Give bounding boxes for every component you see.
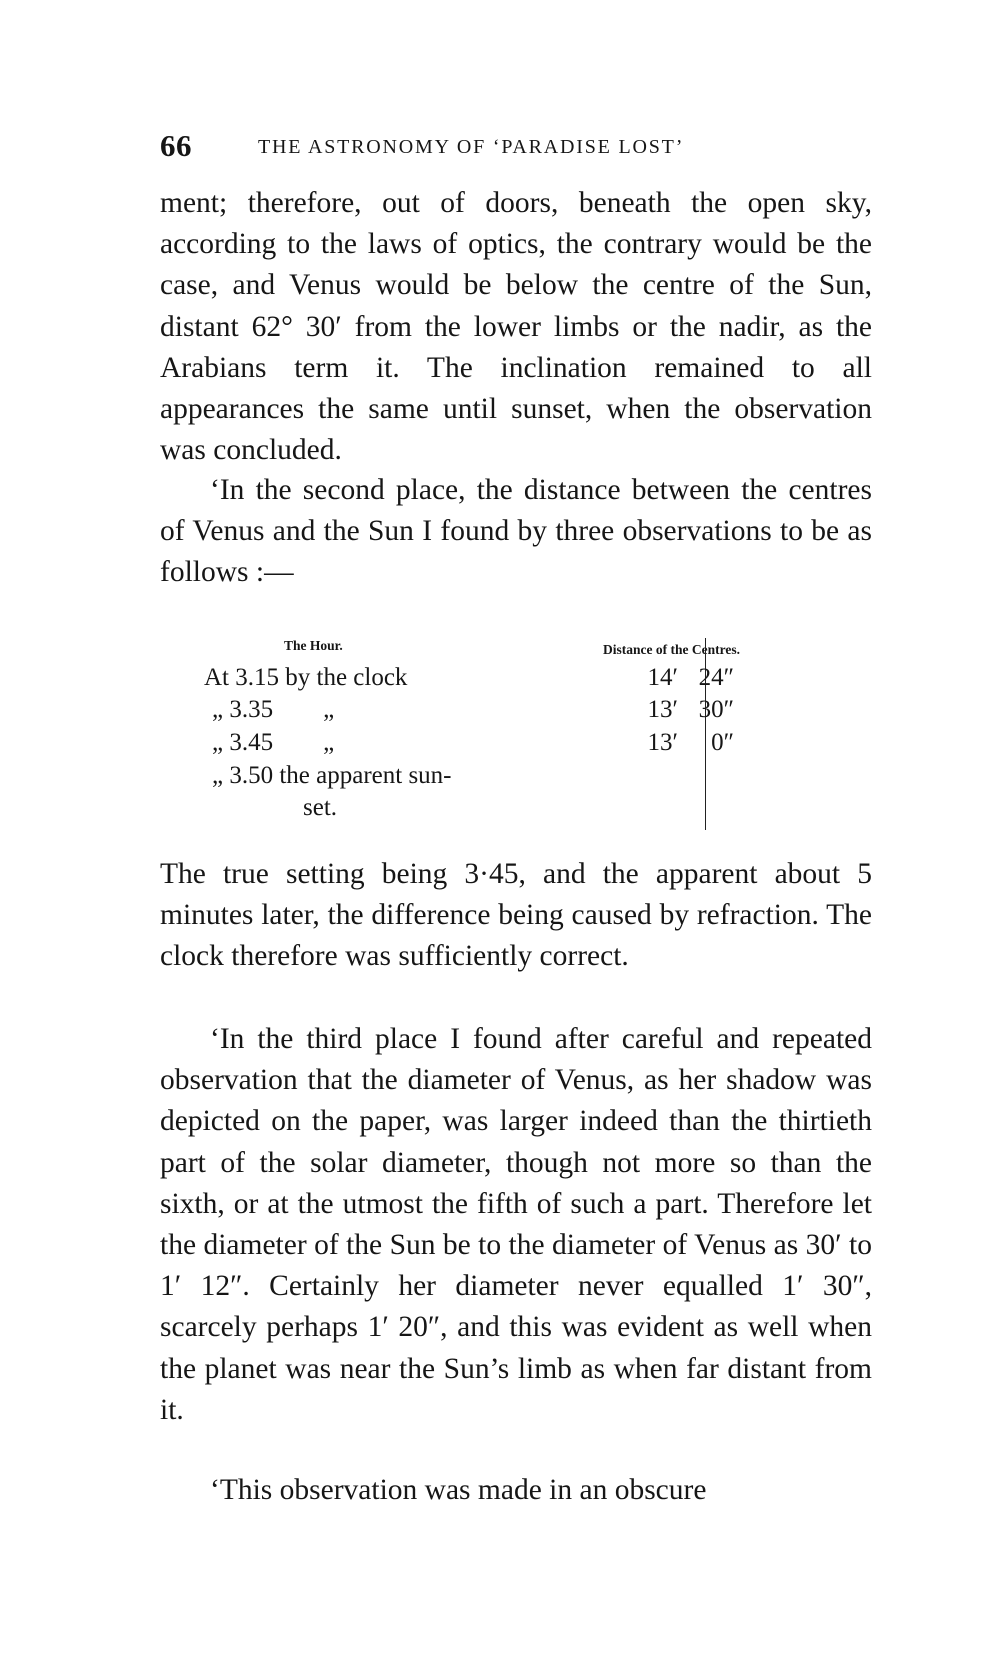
table-cell-hour: „ 3.35 „ bbox=[212, 696, 335, 723]
page-number: 66 bbox=[160, 128, 192, 163]
table-cell-distance: 14′ 24″ bbox=[647, 664, 734, 691]
distance-column-header: Distance of the Centres. bbox=[603, 642, 740, 657]
table-cell-distance: 13′ 0″ bbox=[647, 729, 734, 756]
paragraph: ‘In the second place, the distance between the centres of Venus and the Sun I found by three observations to be as follows :— bbox=[160, 474, 872, 589]
paragraph: ‘In the third place I found after careful and repeated observation that the diameter of Venus, as her shadow was depicted on the paper, was larger indeed than the thirtieth part of the solar diameter, though not more so than the sixth, or at the utmost the fifth of such a part. Therefore let the diameter of the Sun be to the diameter of Venus as 30′ to 1′ 12″. Certainly her diameter never equalled 1′ 30″, scarcely perhaps 1′ 20″, and this was evident as well when the planet was near the Sun’s limb as when far distant from it. bbox=[160, 1023, 872, 1426]
running-title: THE ASTRONOMY OF ‘PARADISE LOST’ bbox=[258, 136, 685, 158]
paragraph: ment; therefore, out of doors, beneath the open sky, according to the laws of optics, the contrary would be the case, and Venus would be below the centre of the Sun, distant 62° 30′ from the lower limbs or the nadir, as the Arabians term it. The inclination remained to all appearances the same until sunset, when the observation was concluded. bbox=[160, 187, 872, 467]
observation-table bbox=[160, 632, 872, 832]
paragraph: The true setting being 3·45, and the apparent about 5 minutes later, the difference being caused by refraction. The clock therefore was sufficiently correct. bbox=[160, 858, 872, 973]
page-header bbox=[160, 128, 860, 168]
table-cell-hour: „ 3.45 „ bbox=[212, 729, 335, 756]
hour-column-header: The Hour. bbox=[284, 638, 343, 653]
paragraph: ‘This observation was made in an obscure bbox=[210, 1474, 707, 1506]
table-cell-hour: „ 3.50 the apparent sun- bbox=[212, 762, 452, 789]
table-cell-distance: 13′ 30″ bbox=[647, 696, 734, 723]
table-cell-hour: set. bbox=[303, 794, 338, 821]
table-cell-hour: At 3.15 by the clock bbox=[204, 664, 408, 691]
